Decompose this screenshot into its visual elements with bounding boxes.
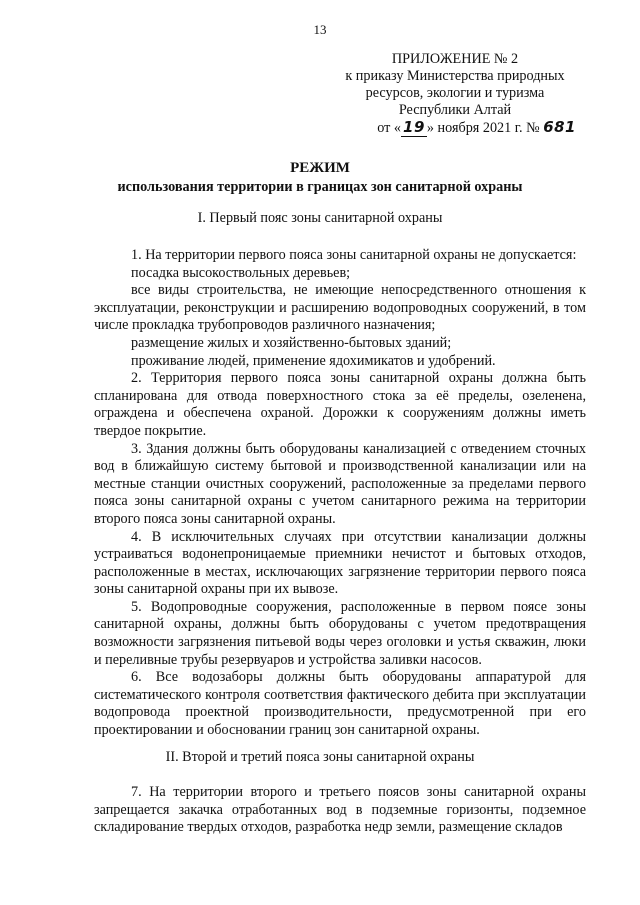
section-2-body bbox=[94, 784, 586, 837]
appendix-order-line: к приказу Министерства природных bbox=[345, 68, 565, 84]
paragraph: посадка высокоствольных деревьев; bbox=[131, 264, 351, 281]
appendix-ministry-line: ресурсов, экологии и туризма bbox=[365, 85, 545, 101]
section-1-body bbox=[94, 247, 586, 740]
paragraph: все виды строительства, не имеющие непосредственного отношения к эксплуатации, реконструкции и расширению водопроводных сооружений, в том числе прокладка трубопроводов различного назначения; bbox=[94, 282, 586, 334]
paragraph: 5. Водопроводные сооружения, расположенные в первом поясе зоны санитарной охраны, должны быть оборудованы с учетом предотвращения возможности загрязнения питьевой воды через оголовки и устья скважин, люки и переливные трубы резервуаров и устройства заливки насосов. bbox=[94, 598, 586, 668]
paragraph: 4. В исключительных случаях при отсутствии канализации должны устраиваться водонепроницаемые приемники нечистот и бытовых отходов, расположенные в местах, исключающих загрязнение территории первого пояса зоны санитарной охраны при их вывозе. bbox=[94, 528, 586, 598]
order-number-handwritten: 681 bbox=[543, 118, 576, 136]
date-middle: » ноября 2021 г. № bbox=[426, 120, 540, 136]
date-day-handwritten: 19 bbox=[403, 118, 425, 136]
paragraph: 2. Территория первого пояса зоны санитарной охраны должна быть спланирована для отвода поверхностного стока за её пределы, озеленена, ограждена и обеспечена охраной. Дорожки к сооружениям должны иметь твердое покрытие. bbox=[94, 370, 586, 439]
paragraph: 7. На территории второго и третьего поясов зоны санитарной охраны запрещается закачка отработанных вод в подземные горизонты, подземное складирование твердых отходов, разработка недр земли, размещение складов bbox=[94, 784, 586, 836]
appendix-republic-line: Республики Алтай bbox=[398, 102, 512, 118]
paragraph: 6. Все водозаборы должны быть оборудованы аппаратурой для систематического контроля соответствия фактического дебита при эксплуатации водопровода проектной производительности, предусмотренной при его проектировании и обосновании границ зон санитарной охраны. bbox=[94, 669, 586, 739]
page-number: 13 bbox=[313, 22, 327, 37]
document-subtitle: использования территории в границах зон санитарной охраны bbox=[117, 179, 523, 195]
date-prefix: от « bbox=[377, 120, 402, 136]
paragraph: 1. На территории первого пояса зоны санитарной охраны не допускается: bbox=[131, 247, 577, 263]
document-title: РЕЖИМ bbox=[290, 160, 350, 176]
paragraph: размещение жилых и хозяйственно-бытовых зданий; bbox=[131, 334, 452, 351]
paragraph: 3. Здания должны быть оборудованы канализацией с отведением сточных вод в ближайшую систему бытовой и производственной канализации или на местные станции очистных сооружений, расположенные за пределами первого пояса зоны санитарной охраны с учетом санитарного режима на территории второго пояса зоны санитарной охраны. bbox=[94, 440, 586, 527]
appendix-date-line bbox=[330, 119, 580, 137]
paragraph: проживание людей, применение ядохимикатов и удобрений. bbox=[131, 352, 496, 369]
appendix-block bbox=[330, 51, 580, 137]
appendix-title: ПРИЛОЖЕНИЕ № 2 bbox=[391, 51, 519, 67]
section-1-heading: I. Первый пояс зоны санитарной охраны bbox=[197, 210, 443, 226]
section-2-heading: II. Второй и третий пояса зоны санитарной охраны bbox=[165, 749, 475, 765]
